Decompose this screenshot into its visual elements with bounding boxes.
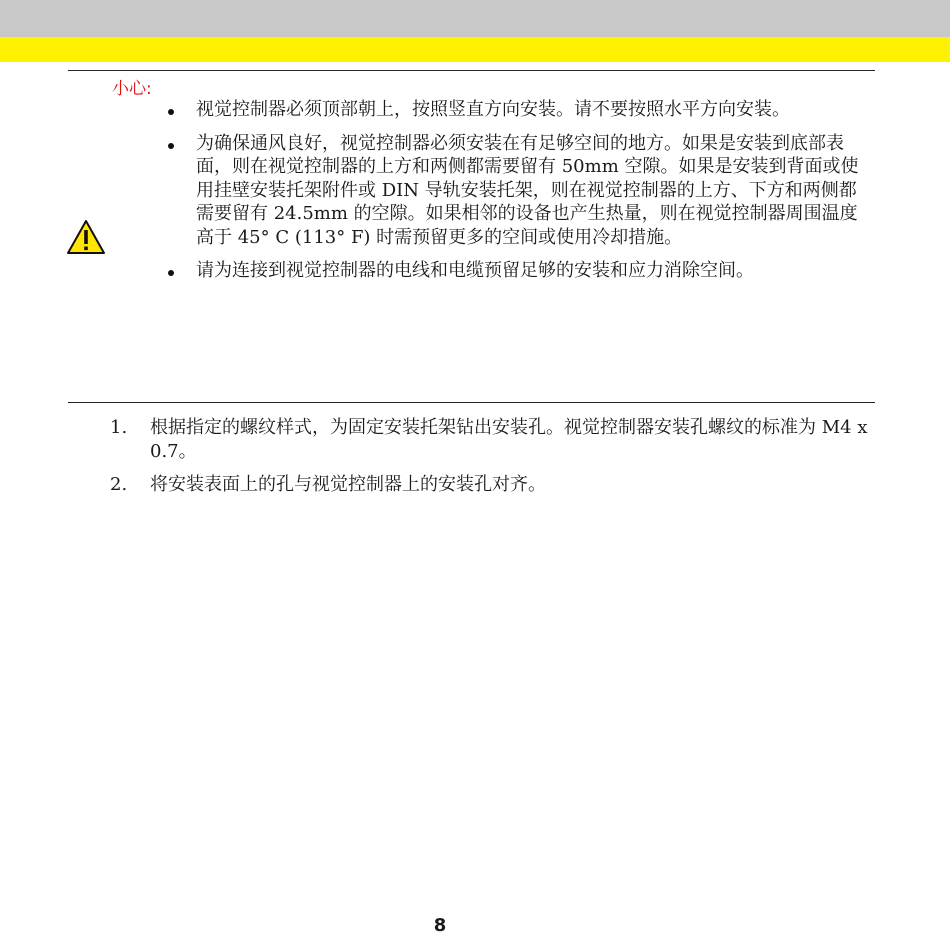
bullet-dot (168, 143, 174, 149)
header-yellow-band (0, 37, 950, 62)
list-item (160, 132, 870, 250)
list-item (160, 98, 870, 122)
bullet-text: 为确保通风良好，视觉控制器必须安装在有足够空间的地方。如果是安装到底部表面，则在视觉控制器的上方和两侧都需要留有 50mm 空隙。如果是安装到背面或使用挂壁安装托架附件或 DIN 导轨安装托架，则在视觉控制器的上方、下方和两侧都需要留有 24.5mm 的空隙。如果相邻的设备也产生热量，则在视觉控制器周围温度高于 45° C (113° F) 时需预留更多的空间或使用冷却措施。 (196, 132, 859, 248)
header-gray-band (0, 0, 950, 37)
steps-list (110, 416, 870, 507)
caution-bullet-list (160, 98, 870, 293)
step-item (110, 416, 870, 463)
step-text: 根据指定的螺纹样式，为固定安装托架钻出安装孔。视觉控制器安装孔螺纹的标准为 M4 x 0.7。 (150, 417, 868, 462)
step-item (110, 473, 870, 497)
step-number: 2. (110, 474, 128, 495)
bullet-dot (168, 270, 174, 276)
warning-triangle-icon (66, 219, 106, 255)
bullet-dot (168, 109, 174, 115)
page-number: 8 (433, 915, 447, 936)
step-number: 1. (110, 417, 128, 438)
list-item (160, 259, 870, 283)
caution-bottom-rule (68, 402, 875, 403)
bullet-text: 视觉控制器必须顶部朝上，按照竖直方向安装。请不要按照水平方向安装。 (196, 99, 790, 120)
caution-top-rule (68, 70, 875, 71)
bullet-text: 请为连接到视觉控制器的电线和电缆预留足够的安装和应力消除空间。 (196, 260, 754, 281)
caution-title: 小心: (112, 79, 152, 99)
step-text: 将安装表面上的孔与视觉控制器上的安装孔对齐。 (150, 474, 546, 495)
